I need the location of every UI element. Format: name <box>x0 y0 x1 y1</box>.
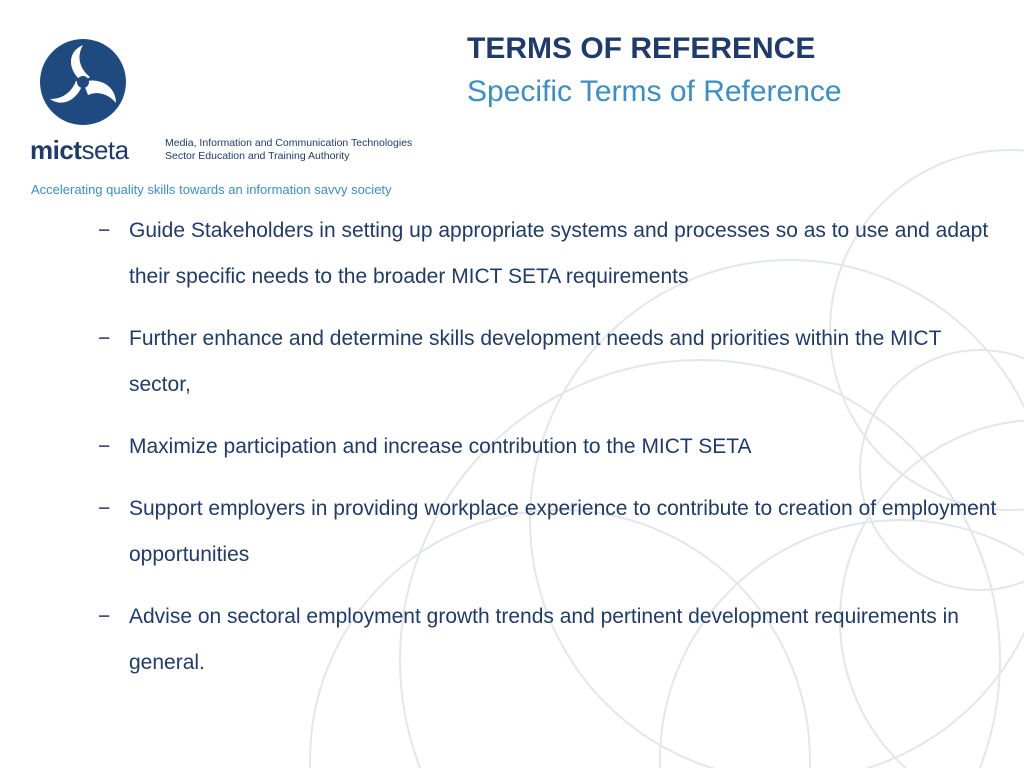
organization-name-line-1: Media, Information and Communication Technologies <box>165 137 413 149</box>
bullet-item <box>98 208 998 300</box>
bullet-dash: − <box>98 219 111 242</box>
bullet-item <box>98 316 998 408</box>
bullet-text: Advise on sectoral employment growth trends and pertinent development requirements in general. <box>129 605 959 674</box>
bullet-list <box>98 208 998 702</box>
tagline: Accelerating quality skills towards an information savvy society <box>31 182 392 197</box>
bullet-item <box>98 424 998 470</box>
bullet-dash: − <box>98 327 111 350</box>
slide-title: TERMS OF REFERENCE <box>467 32 816 65</box>
bullet-dash: − <box>98 497 111 520</box>
bullet-text: Maximize participation and increase contribution to the MICT SETA <box>129 435 752 458</box>
slide-subtitle: Specific Terms of Reference <box>467 75 842 108</box>
logo-wordmark <box>30 134 129 166</box>
bullet-text: Further enhance and determine skills development needs and priorities within the MICT sector, <box>129 327 942 396</box>
logo-wordmark-light: seta <box>81 135 129 165</box>
organization-name <box>165 137 412 163</box>
bullet-item <box>98 486 998 578</box>
mictseta-logo-icon <box>38 37 128 127</box>
bullet-dash: − <box>98 605 111 628</box>
logo-wordmark-strong: mict <box>30 135 82 165</box>
bullet-item <box>98 594 998 686</box>
bullet-dash: − <box>98 435 111 458</box>
organization-name-line-2: Sector Education and Training Authority <box>165 150 350 162</box>
bullet-text: Support employers in providing workplace experience to contribute to creation of employment opportunities <box>129 497 997 566</box>
bullet-text: Guide Stakeholders in setting up appropriate systems and processes so as to use and adapt their specific needs to the broader MICT SETA requirements <box>129 219 989 288</box>
